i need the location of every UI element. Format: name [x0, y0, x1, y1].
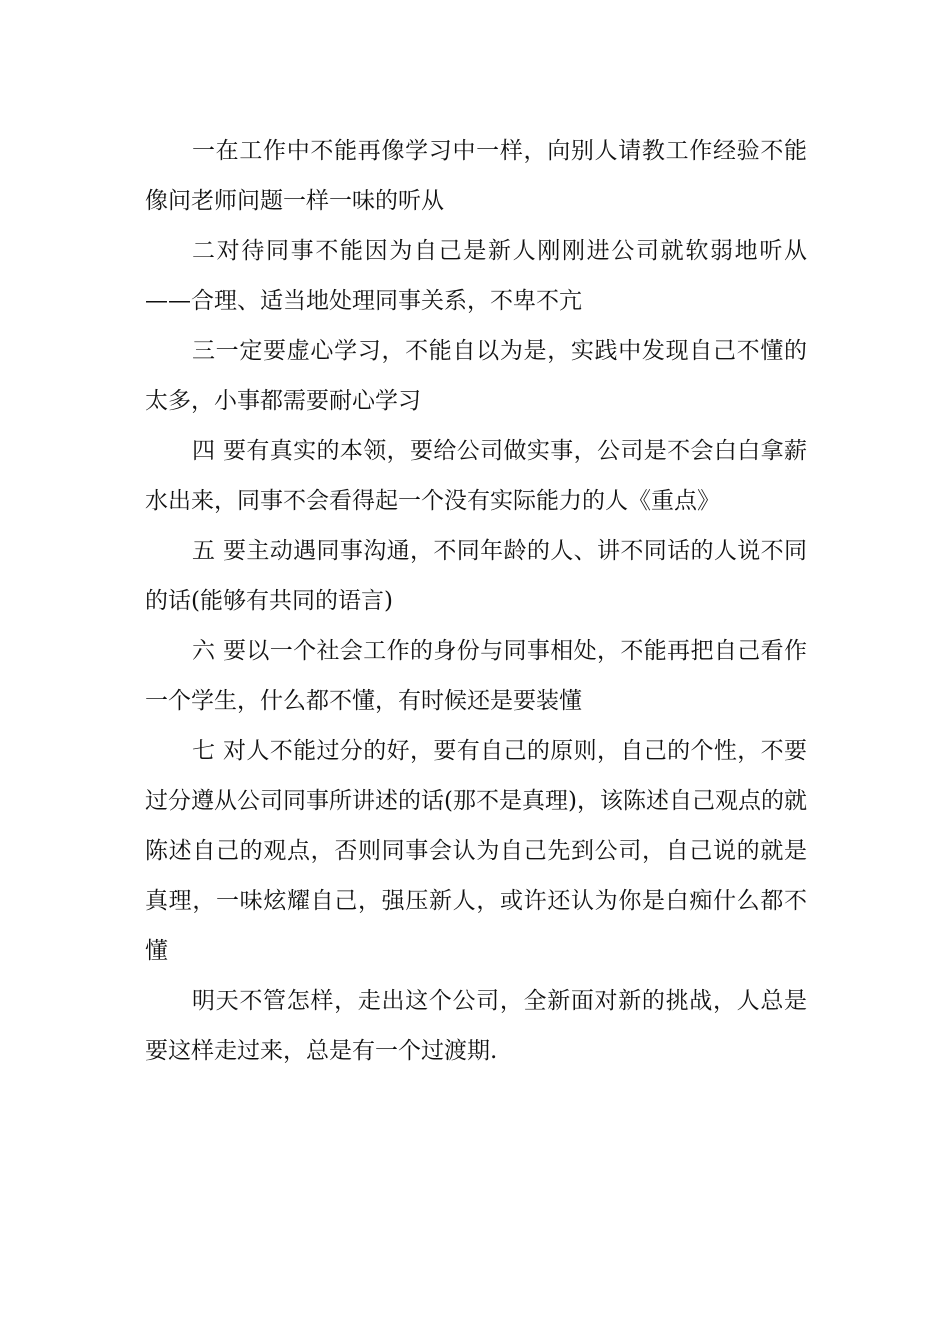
paragraph-4: 四 要有真实的本领，要给公司做实事，公司是不会白白拿薪水出来，同事不会看得起一个没有实际能力的人《重点》 — [145, 438, 807, 514]
paragraph-1: 一在工作中不能再像学习中一样，向别人请教工作经验不能像问老师问题一样一味的听从 — [145, 138, 807, 214]
paragraph-3: 三一定要虚心学习，不能自以为是，实践中发现自己不懂的太多，小事都需要耐心学习 — [145, 338, 807, 414]
document-body — [145, 126, 807, 1076]
paragraph-5: 五 要主动遇同事沟通，不同年龄的人、讲不同话的人说不同的话(能够有共同的语言) — [145, 538, 807, 614]
paragraph-8: 明天不管怎样，走出这个公司，全新面对新的挑战，人总是要这样走过来，总是有一个过渡期. — [145, 988, 807, 1064]
paragraph-2: 二对待同事不能因为自己是新人刚刚进公司就软弱地听从——合理、适当地处理同事关系，不卑不亢 — [145, 238, 807, 314]
paragraph-6: 六 要以一个社会工作的身份与同事相处，不能再把自己看作一个学生，什么都不懂，有时候还是要装懂 — [145, 638, 807, 714]
paragraph-7: 七 对人不能过分的好，要有自己的原则，自己的个性，不要过分遵从公司同事所讲述的话(那不是真理)，该陈述自己观点的就陈述自己的观点，否则同事会认为自己先到公司，自己说的就是真理，一味炫耀自己，强压新人，或许还认为你是白痴什么都不懂 — [145, 738, 807, 964]
